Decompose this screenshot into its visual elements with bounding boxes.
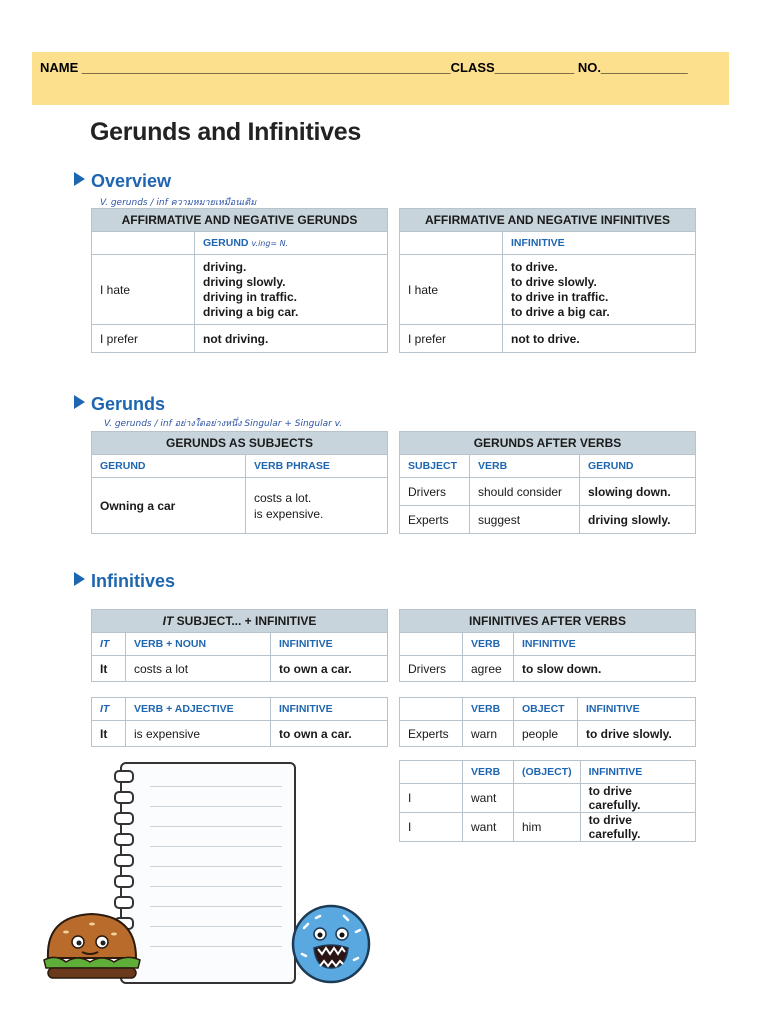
table-cell: people — [514, 721, 578, 747]
table-cell: Owning a car — [92, 478, 246, 534]
table-cell: costs a lot — [126, 656, 271, 682]
table-cell: want — [463, 784, 514, 813]
column-header: INFINITIVE — [271, 633, 388, 656]
table-cell: warn — [463, 721, 514, 747]
table-cell — [514, 784, 581, 813]
table-cell: Experts — [400, 721, 463, 747]
infinitives-heading-text: Infinitives — [91, 571, 176, 591]
it-subject-infinitive-table — [91, 609, 388, 682]
overview-heading — [74, 171, 171, 192]
handwritten-note: v.ing= N. — [251, 239, 289, 248]
table-title: INFINITIVES AFTER VERBS — [400, 610, 696, 633]
column-header: VERB — [463, 698, 514, 721]
column-header: INFINITIVE — [271, 698, 388, 721]
triangle-bullet-icon — [74, 572, 85, 586]
column-header: IT — [92, 633, 126, 656]
column-header: INFINITIVE — [503, 232, 696, 255]
table-cell: to drive carefully. — [580, 813, 695, 842]
column-header: VERB + NOUN — [126, 633, 271, 656]
table-title: GERUNDS AS SUBJECTS — [92, 432, 388, 455]
table-cell: I prefer — [92, 325, 195, 353]
overview-heading-text: Overview — [91, 171, 172, 191]
gerunds-heading-text: Gerunds — [91, 394, 166, 414]
table-cell: Drivers — [400, 478, 470, 506]
table-cell: him — [514, 813, 581, 842]
column-header: VERB — [463, 761, 514, 784]
burger-character-icon — [42, 908, 142, 982]
name-class-no-line: NAME ___________________________________________________CLASS___________ NO.____________ — [40, 60, 688, 75]
table-cell: to drive. to drive slowly. to drive in traffic. to drive a big car. — [503, 255, 696, 325]
handwritten-note: V. gerunds / inf ความหมายเหมือนเดิม — [100, 198, 257, 208]
column-header: INFINITIVE — [580, 761, 695, 784]
table-cell: costs a lot. is expensive. — [246, 478, 388, 534]
table-cell: is expensive — [126, 721, 271, 747]
gerunds-as-subjects-table — [91, 431, 388, 534]
gerunds-after-verbs-table — [399, 431, 696, 534]
column-header: INFINITIVE — [578, 698, 696, 721]
table-cell: I — [400, 784, 463, 813]
triangle-bullet-icon — [74, 172, 85, 186]
table-cell: slowing down. — [580, 478, 696, 506]
table-cell: suggest — [470, 506, 580, 534]
notebook-illustration — [120, 762, 296, 984]
table-title: IT SUBJECT... + INFINITIVE — [92, 610, 388, 633]
column-header: VERB — [470, 455, 580, 478]
column-header: OBJECT — [514, 698, 578, 721]
table-cell: driving. driving slowly. driving in traffic. driving a big car. — [195, 255, 388, 325]
donut-character-icon — [282, 898, 380, 984]
column-header: VERB + ADJECTIVE — [126, 698, 271, 721]
table-cell: want — [463, 813, 514, 842]
table-cell: agree — [463, 656, 514, 682]
it-subject-adjective-table — [91, 697, 388, 747]
table-cell: I prefer — [400, 325, 503, 353]
table-cell: driving slowly. — [580, 506, 696, 534]
table-cell: It — [92, 656, 126, 682]
column-header: GERUND v.ing= N. — [195, 232, 388, 255]
table-cell: to own a car. — [271, 656, 388, 682]
table-cell: I hate — [92, 255, 195, 325]
infinitives-overview-table — [399, 208, 696, 353]
table-title: GERUNDS AFTER VERBS — [400, 432, 696, 455]
triangle-bullet-icon — [74, 395, 85, 409]
column-header: VERB PHRASE — [246, 455, 388, 478]
table-cell: to slow down. — [514, 656, 696, 682]
gerunds-overview-table — [91, 208, 388, 353]
table-cell: I hate — [400, 255, 503, 325]
column-header: IT — [92, 698, 126, 721]
table-title: AFFIRMATIVE AND NEGATIVE INFINITIVES — [400, 209, 696, 232]
table-cell: to own a car. — [271, 721, 388, 747]
column-header: (OBJECT) — [514, 761, 581, 784]
column-header: GERUND — [92, 455, 246, 478]
table-cell: not driving. — [195, 325, 388, 353]
infinitives-object-table — [399, 697, 696, 747]
infinitives-heading — [74, 571, 175, 592]
table-cell: to drive carefully. — [580, 784, 695, 813]
page-title: Gerunds and Infinitives — [90, 118, 361, 146]
column-header: SUBJECT — [400, 455, 470, 478]
column-header: GERUND — [580, 455, 696, 478]
table-cell: It — [92, 721, 126, 747]
table-cell: I — [400, 813, 463, 842]
column-header: INFINITIVE — [514, 633, 696, 656]
table-cell: not to drive. — [503, 325, 696, 353]
infinitives-optional-object-table — [399, 760, 696, 842]
table-cell: Drivers — [400, 656, 463, 682]
table-cell: should consider — [470, 478, 580, 506]
column-header: VERB — [463, 633, 514, 656]
table-title: AFFIRMATIVE AND NEGATIVE GERUNDS — [92, 209, 388, 232]
table-cell: Experts — [400, 506, 470, 534]
handwritten-note: V. gerunds / inf อย่างใดอย่างหนึ่ง Singular + Singular v. — [104, 419, 343, 429]
table-cell: to drive slowly. — [578, 721, 696, 747]
gerunds-heading — [74, 394, 165, 415]
infinitives-after-verbs-table — [399, 609, 696, 682]
